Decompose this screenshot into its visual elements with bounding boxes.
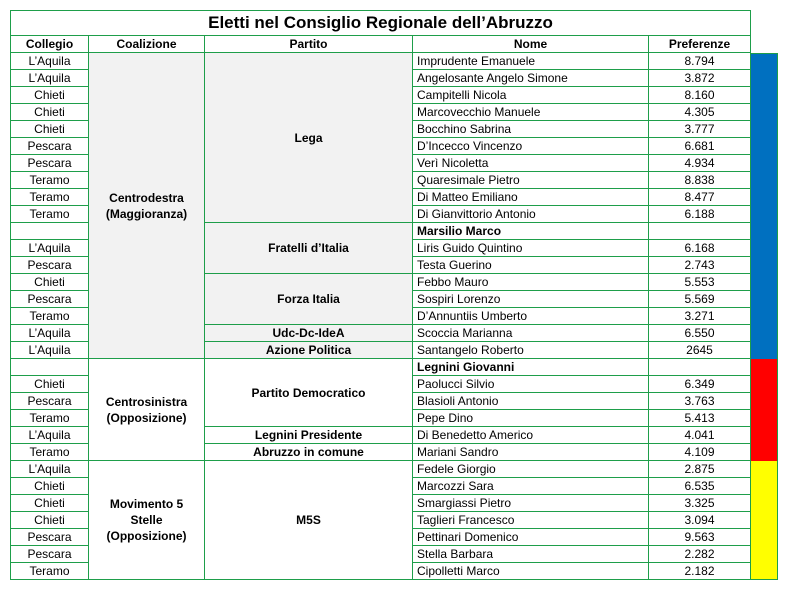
collegio-cell: Pescara [11, 529, 89, 546]
preference-cell: 6.188 [649, 206, 751, 223]
preference-cell: 6.535 [649, 478, 751, 495]
preference-cell: 8.160 [649, 87, 751, 104]
name-cell: Paolucci Silvio [413, 376, 649, 393]
party-cell-fdi: Fratelli d’Italia [205, 223, 413, 274]
preference-cell: 4.041 [649, 427, 751, 444]
header-nome: Nome [413, 36, 649, 53]
preference-cell: 3.872 [649, 70, 751, 87]
name-cell: Quaresimale Pietro [413, 172, 649, 189]
name-cell: Angelosante Angelo Simone [413, 70, 649, 87]
collegio-cell: Teramo [11, 410, 89, 427]
name-cell: Scoccia Marianna [413, 325, 649, 342]
preference-cell: 3.325 [649, 495, 751, 512]
preference-cell: 2.182 [649, 563, 751, 580]
preference-cell: 8.477 [649, 189, 751, 206]
header-preferenze: Preferenze [649, 36, 751, 53]
collegio-cell: Pescara [11, 138, 89, 155]
collegio-cell: Teramo [11, 172, 89, 189]
collegio-cell: Pescara [11, 155, 89, 172]
name-cell: D’Incecco Vincenzo [413, 138, 649, 155]
name-cell: D’Annuntiis Umberto [413, 308, 649, 325]
name-cell: Testa Guerino [413, 257, 649, 274]
preference-cell: 5.413 [649, 410, 751, 427]
name-cell: Imprudente Emanuele [413, 53, 649, 70]
coalition-color-bar-m5s [750, 461, 778, 580]
collegio-cell: Pescara [11, 291, 89, 308]
name-cell: Pettinari Domenico [413, 529, 649, 546]
name-cell: Bocchino Sabrina [413, 121, 649, 138]
collegio-cell: L’Aquila [11, 70, 89, 87]
preference-cell: 9.563 [649, 529, 751, 546]
party-cell-lega: Lega [205, 53, 413, 223]
collegio-cell [11, 223, 89, 240]
coalition-color-bar-centrodestra [750, 53, 778, 359]
header-coalizione: Coalizione [89, 36, 205, 53]
preference-cell: 3.271 [649, 308, 751, 325]
preference-cell [649, 223, 751, 240]
preference-cell [649, 359, 751, 376]
table-row [11, 53, 751, 70]
preference-cell: 4.305 [649, 104, 751, 121]
party-cell-azione-politica: Azione Politica [205, 342, 413, 359]
name-cell: Di Matteo Emiliano [413, 189, 649, 206]
collegio-cell: Teramo [11, 308, 89, 325]
name-cell: Liris Guido Quintino [413, 240, 649, 257]
preference-cell: 5.569 [649, 291, 751, 308]
party-cell-m5s: M5S [205, 461, 413, 580]
name-cell-president-candidate: Marsilio Marco [413, 223, 649, 240]
name-cell: Cipolletti Marco [413, 563, 649, 580]
collegio-cell: Pescara [11, 257, 89, 274]
collegio-cell: L’Aquila [11, 240, 89, 257]
preference-cell: 5.553 [649, 274, 751, 291]
collegio-cell: Teramo [11, 189, 89, 206]
party-cell-udc: Udc-Dc-IdeA [205, 325, 413, 342]
preference-cell: 2.875 [649, 461, 751, 478]
name-cell: Blasioli Antonio [413, 393, 649, 410]
preference-cell: 6.550 [649, 325, 751, 342]
name-cell: Taglieri Francesco [413, 512, 649, 529]
results-table-container [10, 10, 750, 580]
name-cell: Smargiassi Pietro [413, 495, 649, 512]
name-cell: Mariani Sandro [413, 444, 649, 461]
table-title: Eletti nel Consiglio Regionale dell’Abruzzo [11, 11, 751, 36]
header-collegio: Collegio [11, 36, 89, 53]
collegio-cell: Chieti [11, 495, 89, 512]
party-cell-fi: Forza Italia [205, 274, 413, 325]
party-cell-pd: Partito Democratico [205, 359, 413, 427]
preference-cell: 3.094 [649, 512, 751, 529]
coalition-cell-m5s: Movimento 5 Stelle (Opposizione) [89, 461, 205, 580]
preference-cell: 4.934 [649, 155, 751, 172]
preference-cell: 4.109 [649, 444, 751, 461]
collegio-cell: Teramo [11, 563, 89, 580]
table-row [11, 461, 751, 478]
name-cell: Febbo Mauro [413, 274, 649, 291]
preference-cell: 2.743 [649, 257, 751, 274]
collegio-cell: Pescara [11, 393, 89, 410]
collegio-cell: L’Aquila [11, 342, 89, 359]
collegio-cell: Pescara [11, 546, 89, 563]
collegio-cell: L’Aquila [11, 53, 89, 70]
collegio-cell: Chieti [11, 274, 89, 291]
collegio-cell: Teramo [11, 444, 89, 461]
name-cell: Di Benedetto Americo [413, 427, 649, 444]
preference-cell: 6.349 [649, 376, 751, 393]
collegio-cell: L’Aquila [11, 427, 89, 444]
results-table [10, 10, 751, 580]
preference-cell: 6.168 [649, 240, 751, 257]
name-cell: Di Gianvittorio Antonio [413, 206, 649, 223]
coalition-color-bar-centrosinistra [750, 359, 778, 461]
preference-cell: 8.838 [649, 172, 751, 189]
collegio-cell: Chieti [11, 87, 89, 104]
collegio-cell: Chieti [11, 512, 89, 529]
preference-cell: 2645 [649, 342, 751, 359]
preference-cell: 3.777 [649, 121, 751, 138]
party-cell-abruzzo-in-comune: Abruzzo in comune [205, 444, 413, 461]
table-row [11, 359, 751, 376]
name-cell-president-candidate: Legnini Giovanni [413, 359, 649, 376]
name-cell: Campitelli Nicola [413, 87, 649, 104]
collegio-cell: Teramo [11, 206, 89, 223]
name-cell: Sospiri Lorenzo [413, 291, 649, 308]
collegio-cell: Chieti [11, 478, 89, 495]
coalition-cell-centrosinistra: Centrosinistra (Opposizione) [89, 359, 205, 461]
name-cell: Marcozzi Sara [413, 478, 649, 495]
collegio-cell [11, 359, 89, 376]
header-partito: Partito [205, 36, 413, 53]
name-cell: Pepe Dino [413, 410, 649, 427]
preference-cell: 8.794 [649, 53, 751, 70]
coalition-cell-centrodestra: Centrodestra (Maggioranza) [89, 53, 205, 359]
party-cell-legnini-presidente: Legnini Presidente [205, 427, 413, 444]
name-cell: Verì Nicoletta [413, 155, 649, 172]
collegio-cell: Chieti [11, 121, 89, 138]
collegio-cell: Chieti [11, 104, 89, 121]
preference-cell: 2.282 [649, 546, 751, 563]
preference-cell: 3.763 [649, 393, 751, 410]
preference-cell: 6.681 [649, 138, 751, 155]
collegio-cell: Chieti [11, 376, 89, 393]
name-cell: Marcovecchio Manuele [413, 104, 649, 121]
header-row [11, 36, 751, 53]
collegio-cell: L’Aquila [11, 325, 89, 342]
name-cell: Santangelo Roberto [413, 342, 649, 359]
name-cell: Stella Barbara [413, 546, 649, 563]
name-cell: Fedele Giorgio [413, 461, 649, 478]
collegio-cell: L’Aquila [11, 461, 89, 478]
